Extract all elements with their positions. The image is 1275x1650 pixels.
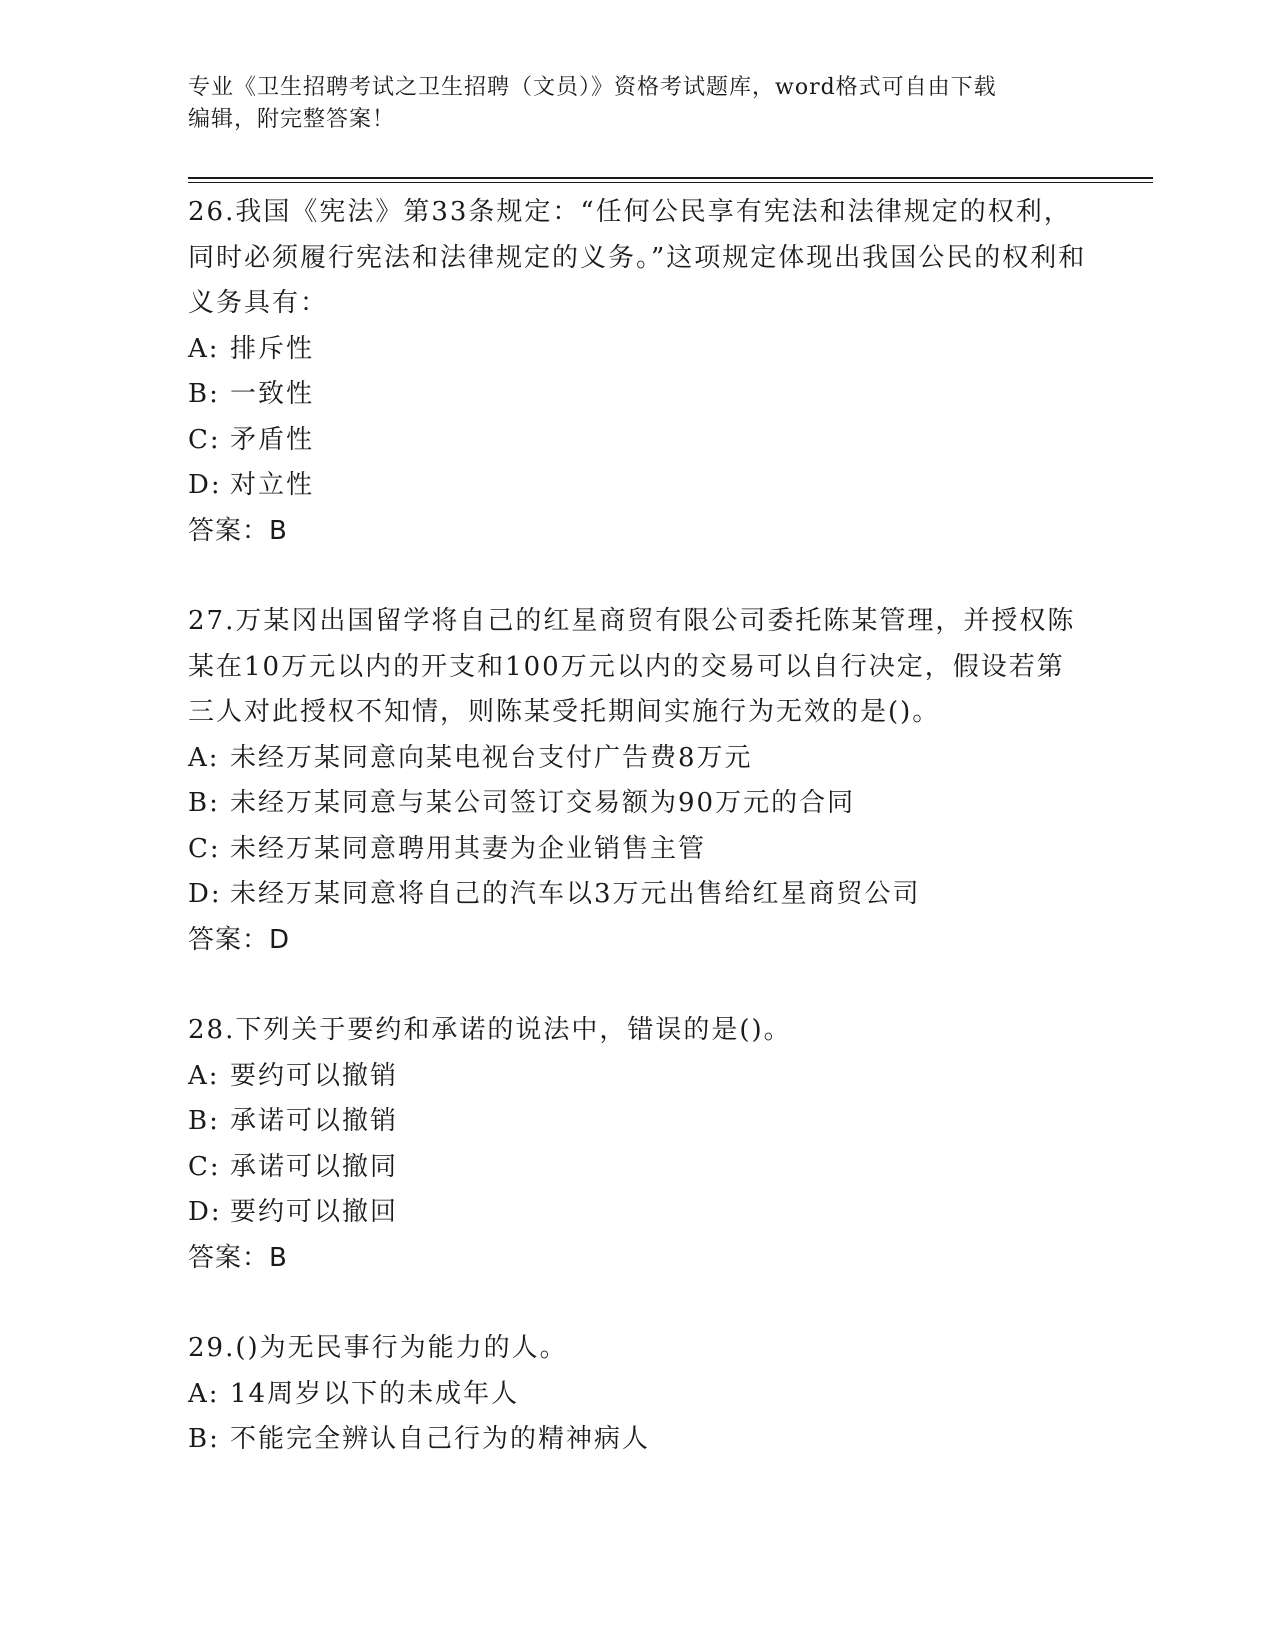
option-letter: B: bbox=[188, 1106, 220, 1136]
option-letter: B: bbox=[188, 1424, 220, 1454]
question-28 bbox=[188, 1008, 1088, 1281]
option-letter: A: bbox=[188, 333, 220, 364]
option-letter: A: bbox=[188, 1378, 220, 1409]
option-text: 一致性 bbox=[230, 379, 315, 409]
option-letter: A: bbox=[188, 742, 220, 773]
question-stem: 27.万某冈出国留学将自己的红星商贸有限公司委托陈某管理，并授权陈某在10万元以内的开支和100万元以内的交易可以自行决定，假设若第三人对此授权不知情，则陈某受托期间实施行为无效的是()。 bbox=[188, 606, 1076, 727]
option-a bbox=[188, 327, 1088, 373]
question-spacer bbox=[188, 963, 1088, 1008]
document-header bbox=[188, 72, 1068, 136]
header-line-1: 专业《卫生招聘考试之卫生招聘（文员）》资格考试题库，word格式可自由下载 bbox=[188, 75, 997, 100]
option-b bbox=[188, 372, 1088, 418]
option-text: 未经万某同意将自己的汽车以3万元出售给红星商贸公司 bbox=[230, 879, 921, 909]
option-a bbox=[188, 736, 1088, 782]
option-c bbox=[188, 1145, 1088, 1191]
option-c bbox=[188, 827, 1088, 873]
option-letter: B: bbox=[188, 379, 220, 409]
option-text: 要约可以撤销 bbox=[230, 1060, 399, 1091]
option-d bbox=[188, 872, 1088, 918]
option-text: 矛盾性 bbox=[230, 424, 315, 455]
header-divider-thin bbox=[188, 182, 1153, 183]
option-b bbox=[188, 781, 1088, 827]
option-a bbox=[188, 1372, 1088, 1418]
option-a bbox=[188, 1054, 1088, 1100]
option-letter: C: bbox=[188, 424, 221, 455]
header-divider-thick bbox=[188, 177, 1153, 179]
option-text: 14周岁以下的未成年人 bbox=[230, 1378, 520, 1409]
question-spacer bbox=[188, 1281, 1088, 1326]
option-letter: A: bbox=[188, 1060, 220, 1091]
option-d bbox=[188, 1190, 1088, 1236]
option-b bbox=[188, 1417, 1088, 1463]
question-stem: 29.()为无民事行为能力的人。 bbox=[188, 1333, 568, 1363]
option-text: 承诺可以撤销 bbox=[230, 1106, 399, 1136]
option-letter: C: bbox=[188, 833, 221, 864]
option-c bbox=[188, 418, 1088, 464]
question-list bbox=[188, 190, 1088, 1463]
option-text: 不能完全辨认自己行为的精神病人 bbox=[230, 1424, 651, 1454]
answer-line: 答案：B bbox=[188, 1242, 288, 1273]
option-text: 要约可以撤回 bbox=[230, 1197, 399, 1227]
option-d bbox=[188, 463, 1088, 509]
option-text: 排斥性 bbox=[230, 333, 315, 364]
header-line-2: 编辑，附完整答案！ bbox=[188, 107, 396, 132]
question-27 bbox=[188, 599, 1088, 963]
question-stem: 28.下列关于要约和承诺的说法中，错误的是()。 bbox=[188, 1015, 792, 1045]
option-letter: D: bbox=[188, 879, 222, 909]
option-b bbox=[188, 1099, 1088, 1145]
question-stem: 26.我国《宪法》第33条规定：“任何公民享有宪法和法律规定的权利，同时必须履行宪法和法律规定的义务。”这项规定体现出我国公民的权利和义务具有： bbox=[188, 197, 1087, 318]
option-letter: D: bbox=[188, 470, 222, 500]
answer-line: 答案：D bbox=[188, 924, 291, 955]
option-letter: B: bbox=[188, 788, 220, 818]
option-text: 未经万某同意向某电视台支付广告费8万元 bbox=[230, 742, 753, 773]
answer-line: 答案：B bbox=[188, 515, 288, 546]
option-text: 承诺可以撤同 bbox=[230, 1151, 399, 1182]
question-29 bbox=[188, 1326, 1088, 1463]
option-text: 未经万某同意聘用其妻为企业销售主管 bbox=[230, 833, 707, 864]
option-text: 对立性 bbox=[230, 470, 315, 500]
question-26 bbox=[188, 190, 1088, 554]
option-letter: D: bbox=[188, 1197, 222, 1227]
option-letter: C: bbox=[188, 1151, 221, 1182]
option-text: 未经万某同意与某公司签订交易额为90万元的合同 bbox=[230, 788, 856, 818]
question-spacer bbox=[188, 554, 1088, 599]
